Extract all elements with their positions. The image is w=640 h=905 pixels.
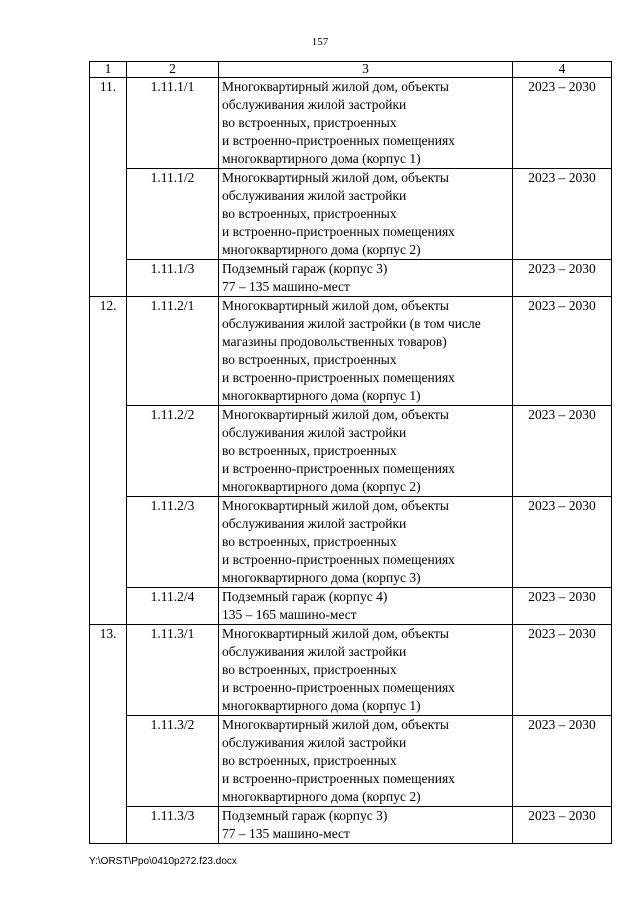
- description-line: во встроенных, пристроенных: [222, 534, 397, 549]
- object-description: [219, 297, 513, 406]
- description-line: и встроенно-пристроенных помещениях: [222, 224, 455, 239]
- column-header-2: 2: [127, 62, 219, 78]
- description-line: многоквартирного дома (корпус 2): [222, 242, 421, 257]
- page-number: 157: [311, 36, 329, 48]
- table-row: [90, 625, 612, 716]
- description-line: и встроенно-пристроенных помещениях: [222, 680, 455, 695]
- object-code: 1.11.3/1: [127, 625, 219, 716]
- implementation-period: 2023 – 2030: [513, 807, 612, 844]
- object-description: [219, 625, 513, 716]
- description-line: Многоквартирный жилой дом, объекты: [222, 498, 449, 513]
- column-header-3: 3: [219, 62, 513, 78]
- object-code: 1.11.2/1: [127, 297, 219, 406]
- description-line: во встроенных, пристроенных: [222, 206, 397, 221]
- object-description: [219, 169, 513, 260]
- description-line: многоквартирного дома (корпус 3): [222, 570, 421, 585]
- table-row: [90, 78, 612, 169]
- description-line: во встроенных, пристроенных: [222, 753, 397, 768]
- footer-file-path: Y:\ORST\Ppo\0410p272.f23.docx: [89, 856, 237, 867]
- group-number: 11.: [90, 78, 127, 297]
- description-line: обслуживания жилой застройки: [222, 425, 407, 440]
- implementation-period: 2023 – 2030: [513, 406, 612, 497]
- description-line: Многоквартирный жилой дом, объекты: [222, 79, 449, 94]
- table-row: [90, 807, 612, 844]
- object-code: 1.11.2/4: [127, 588, 219, 625]
- table-row: [90, 260, 612, 297]
- description-line: многоквартирного дома (корпус 1): [222, 151, 421, 166]
- table-row: [90, 297, 612, 406]
- object-description: [219, 807, 513, 844]
- description-line: и встроенно-пристроенных помещениях: [222, 461, 455, 476]
- description-line: Подземный гараж (корпус 3): [222, 808, 388, 823]
- object-code: 1.11.1/1: [127, 78, 219, 169]
- object-code: 1.11.1/2: [127, 169, 219, 260]
- object-description: [219, 497, 513, 588]
- description-line: во встроенных, пристроенных: [222, 443, 397, 458]
- description-line: и встроенно-пристроенных помещениях: [222, 552, 455, 567]
- table-row: [90, 497, 612, 588]
- implementation-period: 2023 – 2030: [513, 78, 612, 169]
- description-line: обслуживания жилой застройки: [222, 644, 407, 659]
- description-line: многоквартирного дома (корпус 1): [222, 698, 421, 713]
- description-line: Подземный гараж (корпус 3): [222, 261, 388, 276]
- description-line: Подземный гараж (корпус 4): [222, 589, 388, 604]
- implementation-period: 2023 – 2030: [513, 497, 612, 588]
- object-code: 1.11.3/2: [127, 716, 219, 807]
- description-line: и встроенно-пристроенных помещениях: [222, 771, 455, 786]
- table-row: [90, 406, 612, 497]
- description-line: 77 – 135 машино-мест: [222, 279, 350, 294]
- description-line: 77 – 135 машино-мест: [222, 826, 350, 841]
- object-description: [219, 78, 513, 169]
- description-line: во встроенных, пристроенных: [222, 115, 397, 130]
- table-body: [90, 78, 612, 844]
- implementation-period: 2023 – 2030: [513, 297, 612, 406]
- description-line: многоквартирного дома (корпус 2): [222, 789, 421, 804]
- description-line: обслуживания жилой застройки: [222, 97, 407, 112]
- column-header-4: 4: [513, 62, 612, 78]
- description-line: и встроенно-пристроенных помещениях: [222, 133, 455, 148]
- table-row: [90, 169, 612, 260]
- table-header-row: [90, 62, 612, 78]
- object-description: [219, 588, 513, 625]
- implementation-period: 2023 – 2030: [513, 625, 612, 716]
- description-line: обслуживания жилой застройки: [222, 516, 407, 531]
- object-description: [219, 406, 513, 497]
- description-line: обслуживания жилой застройки: [222, 188, 407, 203]
- implementation-period: 2023 – 2030: [513, 588, 612, 625]
- description-line: многоквартирного дома (корпус 2): [222, 479, 421, 494]
- object-description: [219, 716, 513, 807]
- column-header-1: 1: [90, 62, 127, 78]
- description-line: Многоквартирный жилой дом, объекты: [222, 298, 449, 313]
- description-line: Многоквартирный жилой дом, объекты: [222, 717, 449, 732]
- implementation-period: 2023 – 2030: [513, 716, 612, 807]
- object-code: 1.11.2/2: [127, 406, 219, 497]
- description-line: во встроенных, пристроенных: [222, 352, 397, 367]
- description-line: Многоквартирный жилой дом, объекты: [222, 170, 449, 185]
- description-line: Многоквартирный жилой дом, объекты: [222, 407, 449, 422]
- group-number: 12.: [90, 297, 127, 625]
- object-code: 1.11.3/3: [127, 807, 219, 844]
- table-row: [90, 588, 612, 625]
- table-row: [90, 716, 612, 807]
- description-line: магазины продовольственных товаров): [222, 334, 447, 349]
- description-line: во встроенных, пристроенных: [222, 662, 397, 677]
- description-line: 135 – 165 машино-мест: [222, 607, 357, 622]
- description-line: обслуживания жилой застройки (в том числе: [222, 316, 481, 331]
- description-line: многоквартирного дома (корпус 1): [222, 388, 421, 403]
- object-code: 1.11.1/3: [127, 260, 219, 297]
- implementation-period: 2023 – 2030: [513, 169, 612, 260]
- implementation-period: 2023 – 2030: [513, 260, 612, 297]
- objects-table: [89, 61, 612, 844]
- description-line: обслуживания жилой застройки: [222, 735, 407, 750]
- group-number: 13.: [90, 625, 127, 844]
- object-code: 1.11.2/3: [127, 497, 219, 588]
- description-line: Многоквартирный жилой дом, объекты: [222, 626, 449, 641]
- object-description: [219, 260, 513, 297]
- description-line: и встроенно-пристроенных помещениях: [222, 370, 455, 385]
